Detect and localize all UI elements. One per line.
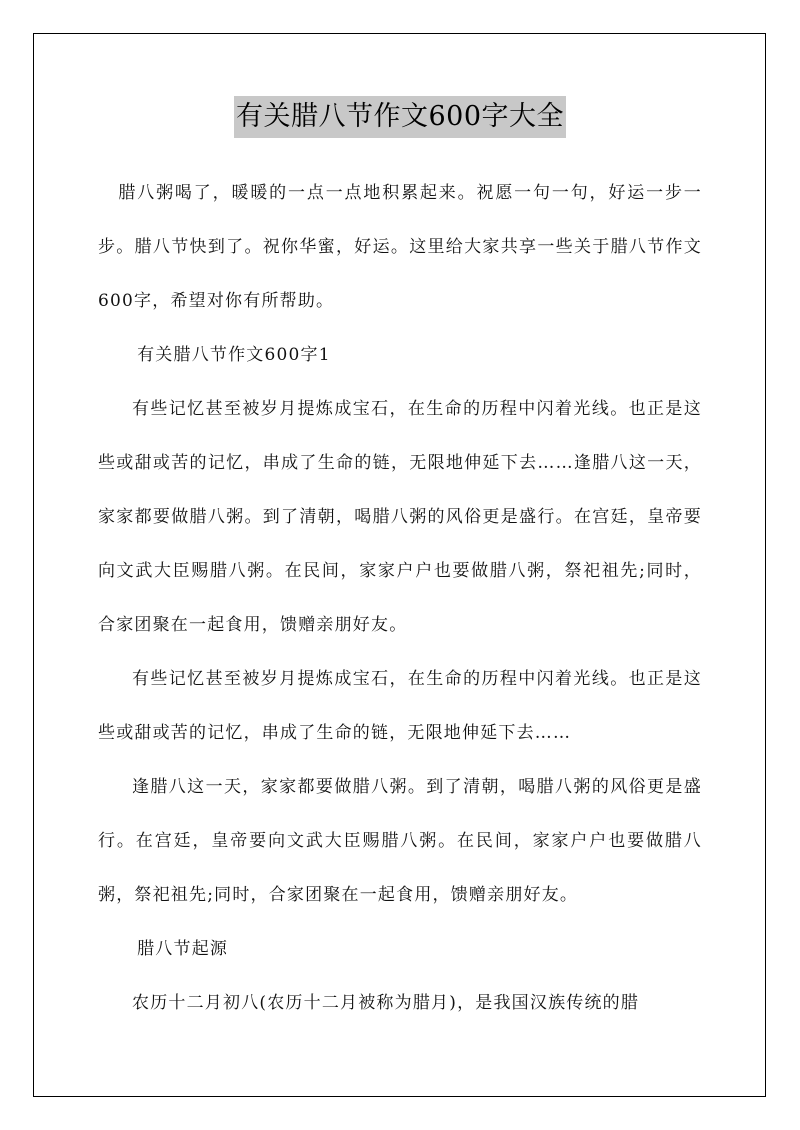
document-body — [98, 166, 702, 1030]
body-paragraph: 有些记忆甚至被岁月提炼成宝石，在生命的历程中闪着光线。也正是这些或甜或苦的记忆，串成了生命的链，无限地伸延下去…… — [98, 669, 702, 743]
section-heading: 有关腊八节作文600字1 — [137, 345, 331, 365]
title-container — [0, 96, 800, 138]
section-heading: 腊八节起源 — [137, 939, 229, 959]
body-paragraph: 农历十二月初八(农历十二月被称为腊月)，是我国汉族传统的腊 — [132, 993, 640, 1013]
intro-paragraph: 腊八粥喝了，暖暖的一点一点地积累起来。祝愿一句一句，好运一步一步。腊八节快到了。祝你华蜜，好运。这里给大家共享一些关于腊八节作文600字，希望对你有所帮助。 — [98, 183, 702, 311]
body-paragraph: 有些记忆甚至被岁月提炼成宝石，在生命的历程中闪着光线。也正是这些或甜或苦的记忆，串成了生命的链，无限地伸延下去……逢腊八这一天，家家都要做腊八粥。到了清朝，喝腊八粥的风俗更是盛行。在宫廷，皇帝要向文武大臣赐腊八粥。在民间，家家户户也要做腊八粥，祭祀祖先;同时，合家团聚在一起食用，馈赠亲朋好友。 — [98, 399, 702, 635]
body-paragraph: 逢腊八这一天，家家都要做腊八粥。到了清朝，喝腊八粥的风俗更是盛行。在宫廷，皇帝要向文武大臣赐腊八粥。在民间，家家户户也要做腊八粥，祭祀祖先;同时，合家团聚在一起食用，馈赠亲朋好友。 — [98, 777, 702, 905]
document-title: 有关腊八节作文600字大全 — [234, 96, 566, 138]
